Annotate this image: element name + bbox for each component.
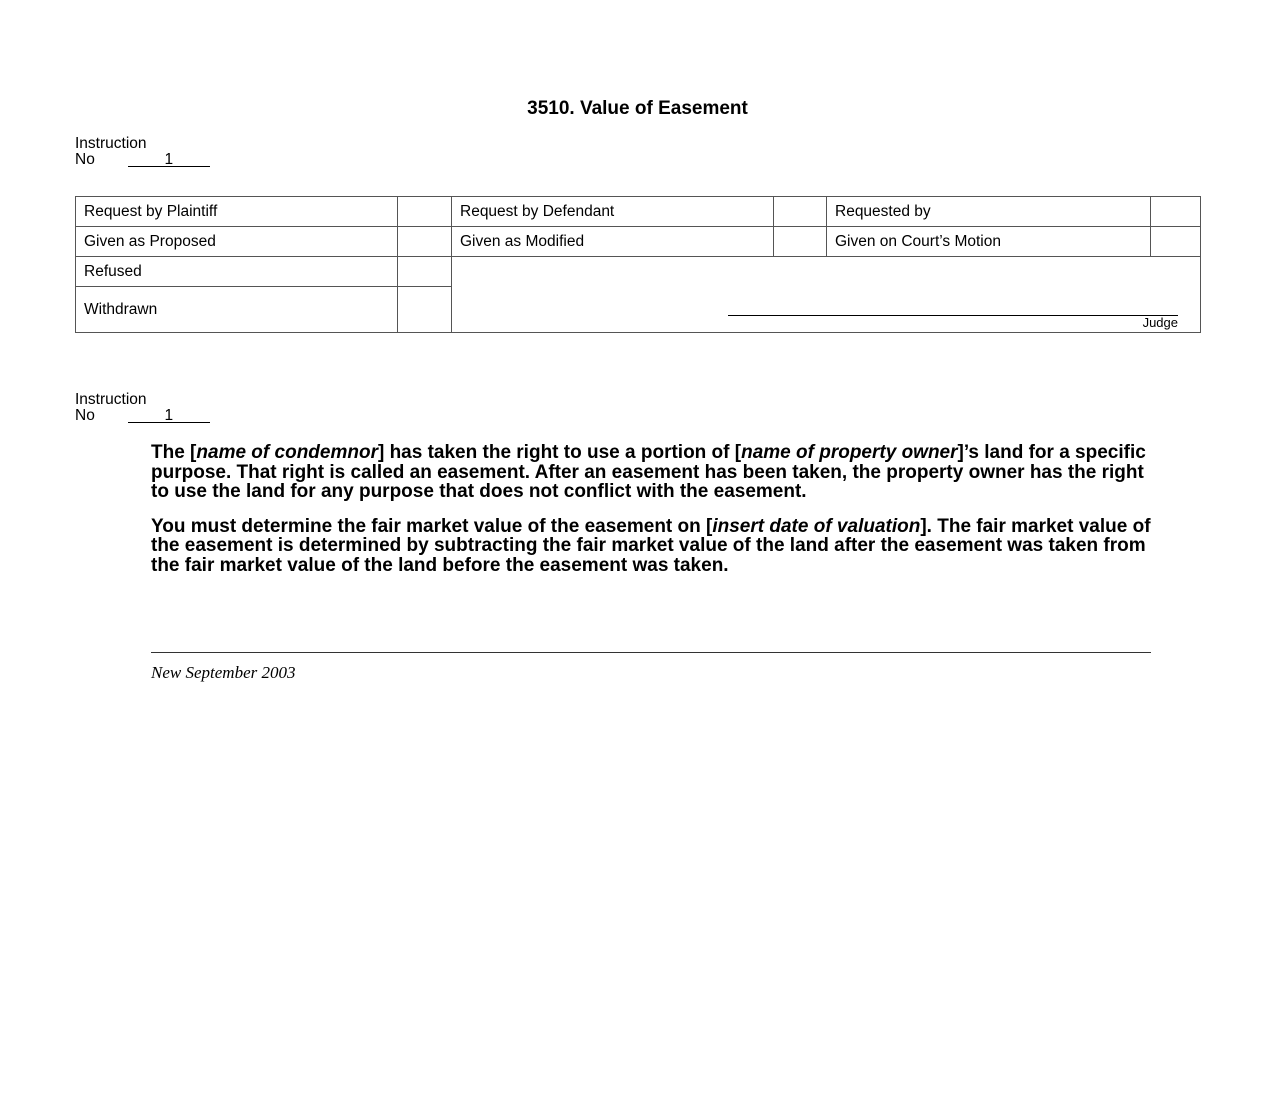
- page-title: 3510. Value of Easement: [527, 98, 748, 119]
- given-as-proposed-checkbox[interactable]: [398, 227, 452, 257]
- instruction-label: Instruction: [75, 391, 147, 408]
- placeholder-valuation-date: insert date of valuation: [712, 515, 921, 537]
- table-row: [76, 257, 1201, 287]
- request-by-plaintiff-label: Request by Plaintiff: [76, 197, 398, 227]
- instruction-number-block-2: [75, 392, 210, 424]
- instruction-number-field[interactable]: 1: [128, 409, 210, 423]
- no-label: No: [75, 407, 95, 424]
- instruction-number-block: [75, 136, 210, 168]
- withdrawn-checkbox[interactable]: [398, 287, 452, 333]
- placeholder-condemnor: name of condemnor: [196, 442, 378, 463]
- request-by-defendant-checkbox[interactable]: [774, 197, 827, 227]
- refused-checkbox[interactable]: [398, 257, 452, 287]
- judge-signature-line[interactable]: [728, 315, 1178, 316]
- instruction-no-line: [75, 408, 210, 424]
- request-by-plaintiff-checkbox[interactable]: [398, 197, 452, 227]
- footer-divider: [151, 652, 1151, 653]
- instruction-label: Instruction: [75, 135, 147, 152]
- given-as-modified-checkbox[interactable]: [774, 227, 827, 257]
- request-disposition-table: [75, 196, 1201, 333]
- instruction-no-line: [75, 152, 210, 168]
- given-on-courts-motion-label: Given on Court’s Motion: [827, 227, 1151, 257]
- judge-label: Judge: [1142, 315, 1178, 330]
- given-on-courts-motion-checkbox[interactable]: [1151, 227, 1201, 257]
- instruction-number-field[interactable]: 1: [128, 153, 210, 167]
- table-row: [76, 227, 1201, 257]
- instruction-paragraph-1: The [name of condemnor] has taken the right to use a portion of [name of property owner]’s land for a specific purpose. That right is called an easement. After an easement has been taken, the property owner has the right to use the land for any purpose that does not conflict with the easement.: [151, 442, 1146, 502]
- request-by-defendant-label: Request by Defendant: [452, 197, 774, 227]
- no-label: No: [75, 151, 95, 168]
- table-row: [76, 197, 1201, 227]
- placeholder-property-owner: name of property owner: [741, 442, 958, 463]
- given-as-modified-label: Given as Modified: [452, 227, 774, 257]
- refused-label: Refused: [76, 257, 398, 287]
- judge-signature-area: [452, 257, 1201, 333]
- instruction-body: [151, 443, 1151, 590]
- withdrawn-label: Withdrawn: [76, 287, 398, 333]
- given-as-proposed-label: Given as Proposed: [76, 227, 398, 257]
- requested-by-label: Requested by: [827, 197, 1151, 227]
- instruction-paragraph-2: You must determine the fair market value of the easement on [insert date of valuation]. The fair market value of the easement is determined by subtracting the fair market value of the land after the easement was taken from the fair market value of the land before the easement was taken.: [151, 515, 1151, 576]
- requested-by-checkbox[interactable]: [1151, 197, 1201, 227]
- revision-note: New September 2003: [151, 663, 296, 682]
